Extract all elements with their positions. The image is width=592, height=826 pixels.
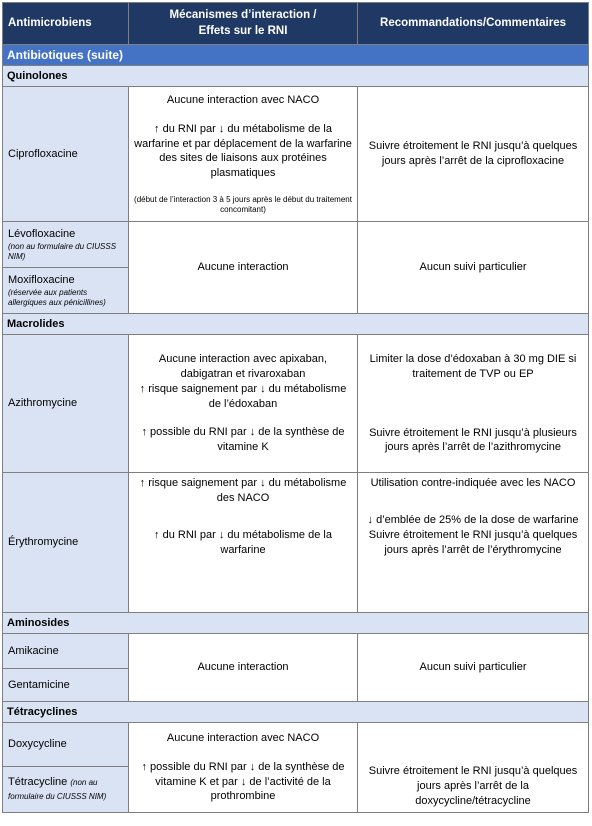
drug-name-azithromycine: Azithromycine <box>3 335 129 473</box>
drug-note-tetracycline: (non au formulaire du CIUSSS NIM) <box>8 778 107 801</box>
recommendation-levo-moxi: Aucun suivi particulier <box>358 222 589 314</box>
section-title: Antibiotiques (suite) <box>3 45 589 66</box>
mechanism-ciprofloxacine <box>129 87 358 222</box>
drug-name-tetracycline: Tétracycline <box>8 776 68 789</box>
mechanism-aminosides: Aucune interaction <box>129 634 358 702</box>
drug-cell-tetracycline <box>3 767 129 813</box>
recommendation-aminosides: Aucun suivi particulier <box>358 634 589 702</box>
group-title-aminosides: Aminosides <box>3 613 589 634</box>
mechanism-levo-moxi: Aucune interaction <box>129 222 358 314</box>
recommendation-text: Suivre étroitement le RNI jusqu’à quelques jours après l’arrêt de l’érythromycine <box>368 528 578 556</box>
mechanism-text: ↑ du RNI par ↓ du métabolisme de la warfarine et par déplacement de la warfarine des sites de liaisons aux protéines plasmatiques <box>134 122 352 180</box>
recommendation-text: Limiter la dose d’édoxaban à 30 mg DIE si traitement de TVP ou EP <box>369 352 577 380</box>
header-mecanismes <box>129 3 358 45</box>
group-row-quinolones <box>3 66 589 87</box>
group-row-aminosides <box>3 613 589 634</box>
drug-name-levofloxacine: Lévofloxacine <box>8 227 76 240</box>
recommendation-tetracyclines <box>358 723 589 813</box>
mechanism-text: ↑ risque saignement par ↓ du métabolisme de l’édoxaban <box>139 382 347 410</box>
mechanism-note: (début de l’interaction 3 à 5 jours après le début du traitement concomitant) <box>134 195 352 215</box>
mechanism-text: ↑ du RNI par ↓ du métabolisme de la warfarine <box>154 528 332 556</box>
drug-note-levofloxacine: (non au formulaire du CIUSSS NIM) <box>8 241 117 261</box>
recommendation-erythromycine <box>358 473 589 613</box>
drug-row-azithromycine <box>3 335 589 473</box>
drug-name-ciprofloxacine: Ciprofloxacine <box>3 87 129 222</box>
mechanism-text: ↑ risque saignement par ↓ du métabolisme des NACO <box>139 477 347 504</box>
group-title-macrolides: Macrolides <box>3 314 589 335</box>
drug-name-gentamicine: Gentamicine <box>3 669 129 702</box>
recommendation-ciprofloxacine: Suivre étroitement le RNI jusqu’à quelques jours après l’arrêt de la ciprofloxacine <box>358 87 589 222</box>
header-mecanismes-line2: Effets sur le RNI <box>198 24 288 37</box>
recommendation-azithromycine <box>358 335 589 473</box>
section-row <box>3 45 589 66</box>
header-mecanismes-line1: Mécanismes d’interaction / <box>169 8 317 21</box>
header-antimicrobiens: Antimicrobiens <box>3 3 129 45</box>
header-row <box>3 3 589 45</box>
drug-row-levofloxacine <box>3 222 589 268</box>
drug-cell-moxifloxacine <box>3 268 129 314</box>
recommendation-text: Utilisation contre-indiquée avec les NACO <box>370 477 576 489</box>
antimicrobial-interaction-table <box>2 2 589 813</box>
drug-row-ciprofloxacine <box>3 87 589 222</box>
group-title-quinolones: Quinolones <box>3 66 589 87</box>
mechanism-text: Aucune interaction avec apixaban, dabigatran et rivaroxaban <box>158 352 328 380</box>
mechanism-erythromycine <box>129 473 358 613</box>
drug-name-moxifloxacine: Moxifloxacine <box>8 273 75 286</box>
drug-name-amikacine: Amikacine <box>3 634 129 669</box>
recommendation-text: Suivre étroitement le RNI jusqu’à quelques jours après l’arrêt de la doxycycline/tétracycline <box>368 765 578 808</box>
drug-row-doxycycline <box>3 723 589 767</box>
drug-row-amikacine <box>3 634 589 669</box>
drug-name-erythromycine: Érythromycine <box>3 473 129 613</box>
drug-cell-levofloxacine <box>3 222 129 268</box>
recommendation-text: ↓ d’emblée de 25% de la dose de warfarine <box>367 513 579 526</box>
mechanism-text: ↑ possible du RNI par ↓ de la synthèse de vitamine K et par ↓ de l’activité de la prothrombine <box>141 760 345 803</box>
drug-row-erythromycine <box>3 473 589 613</box>
group-row-tetracyclines <box>3 702 589 723</box>
group-title-tetracyclines: Tétracyclines <box>3 702 589 723</box>
header-recommandations: Recommandations/Commentaires <box>358 3 589 45</box>
group-row-macrolides <box>3 314 589 335</box>
mechanism-text: Aucune interaction avec NACO <box>166 93 320 106</box>
recommendation-text: Suivre étroitement le RNI jusqu’à plusieurs jours après l’arrêt de l’azithromycine <box>369 426 577 454</box>
mechanism-text: Aucune interaction avec NACO <box>166 731 320 744</box>
mechanism-text: ↑ possible du RNI par ↓ de la synthèse de vitamine K <box>141 426 345 454</box>
drug-name-doxycycline: Doxycycline <box>3 723 129 767</box>
mechanism-azithromycine <box>129 335 358 473</box>
mechanism-tetracyclines <box>129 723 358 813</box>
drug-note-moxifloxacine: (réservée aux patients allergiques aux pénicillines) <box>8 287 106 307</box>
